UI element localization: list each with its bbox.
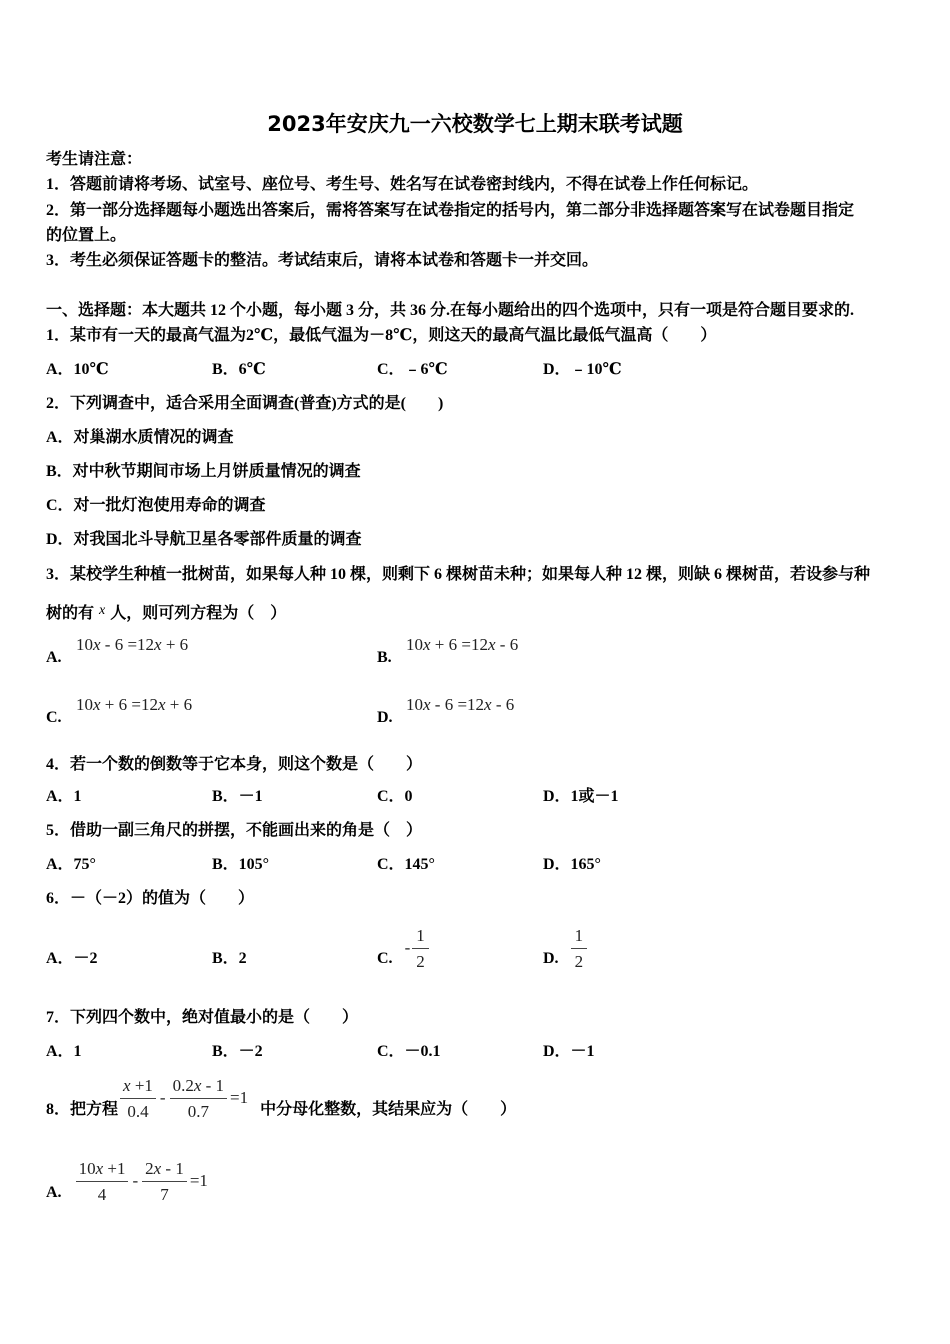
minus-sign: -: [132, 1171, 139, 1190]
question-5-option-a: A．75°: [46, 856, 96, 873]
question-4-option-b: B．－1: [212, 788, 263, 805]
fraction: [571, 923, 588, 974]
fraction-numerator: x +1: [123, 1075, 153, 1095]
question-2-option-b: B．对中秋节期间市场上月饼质量情况的调查: [46, 463, 361, 480]
minus-sign: -: [159, 1088, 166, 1107]
question-4-option-c: C．0: [377, 788, 413, 805]
question-2-option-d: D．对我国北斗导航卫星各零部件质量的调查: [46, 531, 362, 548]
fraction-denominator: 7: [142, 1181, 187, 1207]
question-1-option-a: A．10℃: [46, 361, 109, 378]
question-7-option-b: B．－2: [212, 1043, 263, 1060]
question-8-option-a-label: A.: [46, 1184, 62, 1201]
option-fraction-right: [142, 1156, 187, 1207]
question-8-stem: [46, 1072, 516, 1124]
equation-rhs: =1: [189, 1171, 208, 1190]
question-6-option-d: [543, 922, 587, 974]
question-3-stem-tail: 人，则可列方程为（ ）: [110, 605, 287, 622]
question-7-option-d: D．－1: [543, 1043, 595, 1060]
question-3-option-d-label: D.: [377, 709, 393, 726]
fraction: [412, 923, 429, 974]
notice-item-2-line-2: 的位置上。: [46, 227, 127, 244]
question-2-option-a: A．对巢湖水质情况的调查: [46, 429, 234, 446]
fraction-numerator: 10x +1: [78, 1158, 126, 1178]
question-3-option-c-label: C.: [46, 709, 62, 726]
question-4-stem: 4．若一个数的倒数等于它本身，则这个数是（ ）: [46, 756, 423, 773]
question-4-option-d: D．1或－1: [543, 788, 619, 805]
fraction-denominator: 2: [412, 948, 429, 974]
question-2-option-c: C．对一批灯泡使用寿命的调查: [46, 497, 266, 514]
question-6-option-a: A．－2: [46, 950, 98, 967]
question-3-variable: x: [99, 603, 106, 618]
question-1-stem: 1．某市有一天的最高气温为2℃，最低气温为－8℃，则这天的最高气温比最低气温高（ ）: [46, 327, 717, 344]
question-3-option-a-label: A.: [46, 649, 62, 666]
question-7-option-a: A．1: [46, 1043, 82, 1060]
notice-item-1: 1．答题前请将考场、试室号、座位号、考生号、姓名写在试卷密封线内，不得在试卷上作任何标记。: [46, 176, 759, 193]
fraction-denominator: 0.4: [120, 1098, 156, 1124]
equation-fraction-left: [120, 1073, 156, 1124]
question-3-option-c-formula: 10x + 6 =12x + 6: [76, 695, 193, 714]
question-8-stem-tail: 中分母化整数，其结果应为（ ）: [260, 1101, 517, 1118]
question-5-option-b: B．105°: [212, 856, 270, 873]
question-5-stem: 5．借助一副三角尺的拼摆，不能画出来的角是（ ）: [46, 822, 423, 839]
question-7-option-c: C．－0.1: [377, 1043, 441, 1060]
fraction-numerator: 0.2x - 1: [172, 1075, 225, 1095]
question-4-option-a: A．1: [46, 788, 82, 805]
option-fraction-left: [76, 1156, 129, 1207]
question-3-option-d-formula: 10x - 6 =12x - 6: [406, 695, 515, 714]
question-8-stem-head: 8．把方程: [46, 1101, 119, 1118]
question-6-stem: 6．－（－2）的值为（ ）: [46, 890, 255, 907]
notice-item-3: 3．考生必须保证答题卡的整洁。考试结束后，请将本试卷和答题卡一并交回。: [46, 252, 599, 269]
fraction-numerator: 1: [416, 925, 425, 945]
question-1-option-d: D．﹣10℃: [543, 361, 622, 378]
fraction-numerator: 2x - 1: [145, 1158, 184, 1178]
equation-fraction-right: [170, 1073, 227, 1124]
question-6-option-c-label: C.: [377, 950, 393, 967]
question-5-option-d: D．165°: [543, 856, 601, 873]
question-3-stem-head: 树的有: [46, 605, 95, 622]
fraction-numerator: 1: [574, 925, 584, 945]
fraction-denominator: 4: [76, 1181, 129, 1207]
question-1-option-b: B．6℃: [212, 361, 266, 378]
notice-item-2-line-1: 2．第一部分选择题每小题选出答案后，需将答案写在试卷指定的括号内，第二部分非选择题答案写在试卷题目指定: [46, 202, 855, 219]
question-3-stem-line-1: 3．某校学生种植一批树苗，如果每人种 10 棵，则剩下 6 棵树苗未种；如果每人种 12 棵，则缺 6 棵树苗，若设参与种: [46, 566, 871, 583]
question-3-option-a-formula: 10x - 6 =12x + 6: [76, 635, 189, 654]
question-5-option-c: C．145°: [377, 856, 435, 873]
question-7-stem: 7．下列四个数中，绝对值最小的是（ ）: [46, 1009, 359, 1026]
question-6-option-d-label: D.: [543, 950, 559, 967]
question-3-option-b-label: B.: [377, 649, 392, 666]
notice-label: 考生请注意：: [46, 151, 143, 168]
question-8-option-a: [46, 1155, 208, 1207]
minus-sign: -: [404, 938, 411, 957]
question-3-option-b-formula: 10x + 6 =12x - 6: [406, 635, 519, 654]
fraction-denominator: 2: [571, 948, 588, 974]
page-title: 2023年安庆九一六校数学七上期末联考试题: [267, 112, 683, 136]
question-3-stem-line-2: [46, 601, 286, 624]
equation-rhs: =1: [230, 1088, 249, 1107]
section-heading: 一、选择题：本大题共 12 个小题，每小题 3 分，共 36 分.在每小题给出的四个选项中，只有一项是符合题目要求的.: [46, 302, 855, 319]
question-2-stem: 2．下列调查中，适合采用全面调查(普查)方式的是( ): [46, 395, 444, 412]
question-1-option-c: C．﹣6℃: [377, 361, 448, 378]
fraction-denominator: 0.7: [170, 1098, 227, 1124]
question-6-option-b: B．2: [212, 950, 247, 967]
question-6-option-c: [377, 922, 429, 974]
